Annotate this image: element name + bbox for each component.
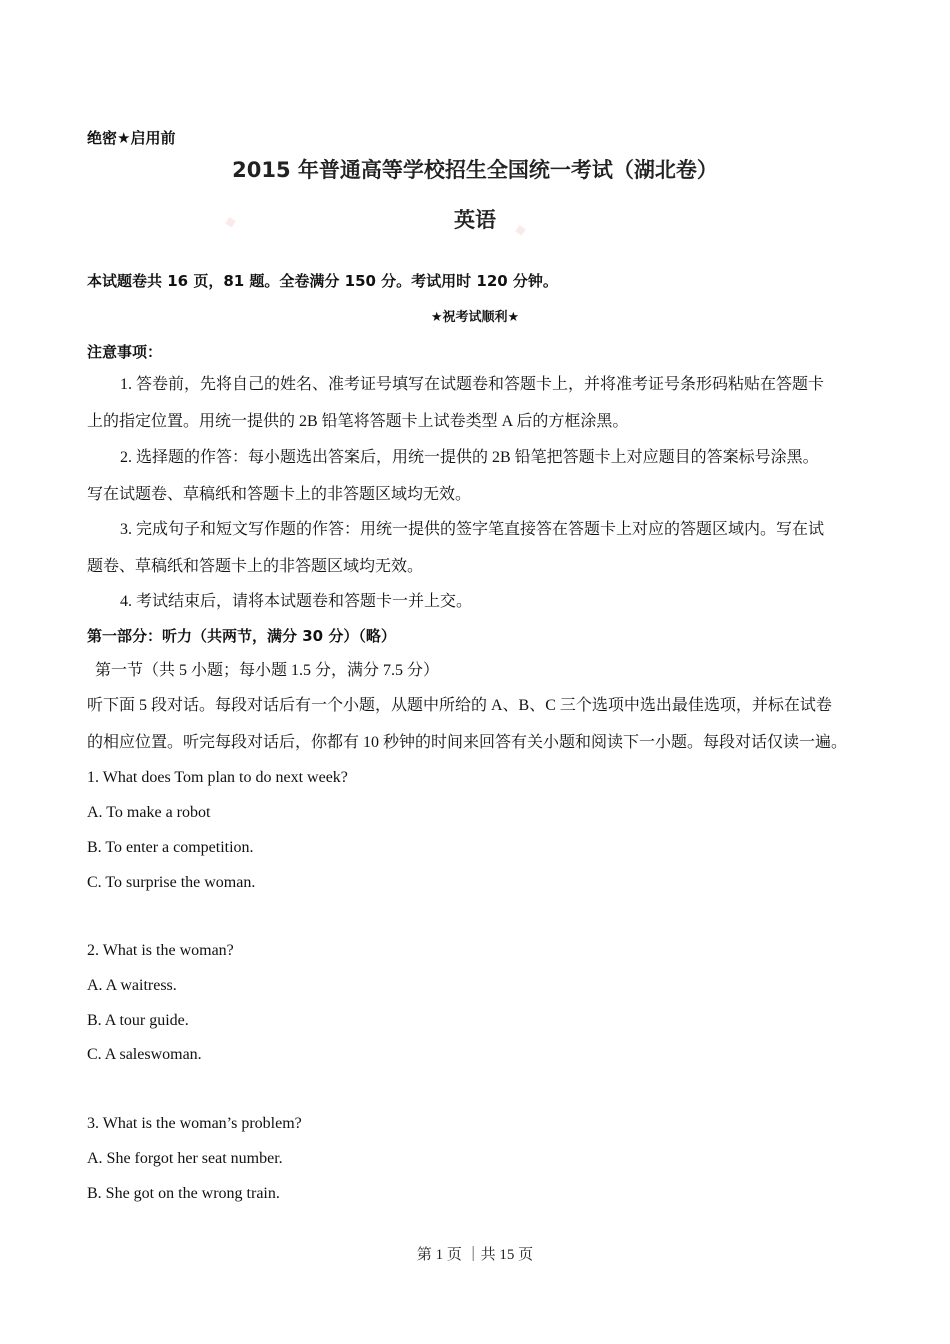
question-2-option-c: C. A saleswoman.: [87, 1046, 202, 1063]
question-3-option-a: A. She forgot her seat number.: [87, 1150, 283, 1167]
notice-item-1-cont: 上的指定位置。用统一提供的 2B 铅笔将答题卡上试卷类型 A 后的方框涂黑。: [87, 413, 629, 430]
notice-heading: 注意事项：: [87, 343, 163, 361]
question-1-option-b: B. To enter a competition.: [87, 839, 254, 856]
watermark-mark: ◆: [513, 221, 528, 239]
listening-instructions-cont: 的相应位置。听完每段对话后，你都有 10 秒钟的时间来回答有关小题和阅读下一小题。每段对话仅读一遍。: [87, 734, 848, 751]
question-1: 1. What does Tom plan to do next week?: [87, 769, 348, 786]
question-2-option-a: A. A waitress.: [87, 977, 177, 994]
exam-intro: 本试题卷共 16 页，81 题。全卷满分 150 分。考试用时 120 分钟。: [87, 272, 558, 290]
question-3-option-b: B. She got on the wrong train.: [87, 1185, 280, 1202]
watermark-mark: ◆: [223, 213, 238, 231]
notice-item-2: 2. 选择题的作答：每小题选出答案后，用统一提供的 2B 铅笔把答题卡上对应题目的答案标号涂黑。: [120, 449, 819, 466]
question-2: 2. What is the woman?: [87, 942, 234, 959]
notice-item-4: 4. 考试结束后，请将本试题卷和答题卡一并上交。: [120, 593, 473, 610]
question-1-option-c: C. To surprise the woman.: [87, 874, 256, 891]
notice-item-1: 1. 答卷前，先将自己的姓名、准考证号填写在试题卷和答题卡上，并将准考证号条形码粘贴在答题卡: [120, 376, 825, 393]
question-3: 3. What is the woman’s problem?: [87, 1115, 302, 1132]
listening-instructions: 听下面 5 段对话。每段对话后有一个小题，从题中所给的 A、B、C 三个选项中选出最佳选项，并标在试卷: [87, 697, 832, 714]
part1-heading: 第一部分：听力（共两节，满分 30 分）（略）: [87, 627, 396, 645]
blessing-line: ★祝考试顺利★: [430, 310, 520, 325]
question-1-option-a: A. To make a robot: [87, 804, 211, 821]
notice-item-2-cont: 写在试题卷、草稿纸和答题卡上的非答题区域均无效。: [87, 486, 472, 503]
question-2-option-b: B. A tour guide.: [87, 1012, 189, 1029]
notice-item-3-cont: 题卷、草稿纸和答题卡上的非答题区域均无效。: [87, 558, 424, 575]
section1-heading: 第一节（共 5 小题；每小题 1.5 分，满分 7.5 分）: [95, 662, 440, 679]
page-footer: 第 1 页 ｜共 15 页: [416, 1247, 534, 1263]
subject-title: 英语: [454, 208, 496, 232]
notice-item-3: 3. 完成句子和短文写作题的作答：用统一提供的签字笔直接答在答题卡上对应的答题区域内。写在试: [120, 521, 825, 538]
exam-title: 2015 年普通高等学校招生全国统一考试（湖北卷）: [232, 158, 718, 182]
confidential-label: 绝密★启用前: [87, 129, 176, 147]
